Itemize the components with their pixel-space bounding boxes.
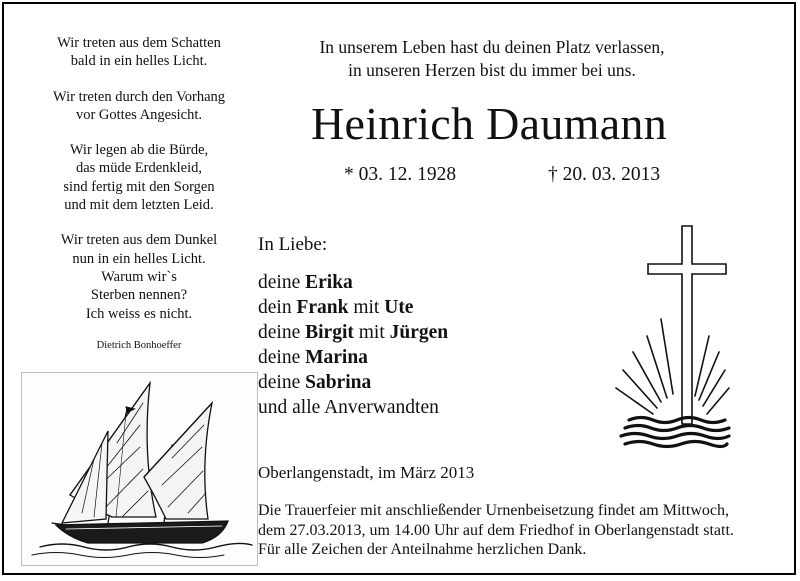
poem-line: und mit dem letzten Leid. (64, 197, 214, 214)
poem-line: nun in ein helles Licht. (72, 250, 206, 267)
mourner-name: Frank (296, 297, 349, 318)
poem (14, 34, 264, 355)
motto (262, 36, 722, 82)
place-date: Oberlangenstadt, im März 2013 (258, 463, 475, 482)
mourners-list (258, 270, 448, 420)
mourner-row (258, 370, 448, 395)
ceremony-line: Für alle Zeichen der Anteilnahme herzlichen Dank. (258, 541, 587, 558)
poem-line: Wir legen ab die Bürde, (69, 142, 209, 159)
birth-date: * 03. 12. 1928 (344, 164, 457, 185)
mourners-intro: In Liebe: (258, 234, 328, 255)
mourner-row (258, 320, 448, 345)
mourner-partner-name: Jürgen (389, 322, 449, 343)
mourner-prefix: dein (258, 297, 297, 318)
ceremony-line: Die Trauerfeier mit anschließender Urnenbeisetzung findet am Mittwoch, (258, 502, 729, 519)
mourner-row (258, 345, 448, 370)
mourner-prefix: deine (258, 322, 306, 343)
poem-stanza (14, 88, 264, 125)
mourner-prefix: deine (258, 372, 306, 393)
sailing-ship-illustration (21, 372, 258, 566)
poem-line: Sterben nennen? (90, 287, 188, 304)
poem-line: Wir treten aus dem Dunkel (60, 232, 218, 249)
mourner-partner-name: Ute (384, 297, 414, 318)
obituary-notice (2, 2, 796, 575)
mourner-closing: und alle Anverwandten (258, 397, 439, 418)
poem-stanza (14, 141, 264, 214)
ceremony-info (258, 501, 798, 560)
mourner-name: Sabrina (305, 372, 372, 393)
poem-stanza (14, 231, 264, 322)
mourner-name: Marina (305, 347, 368, 368)
poem-line: Wir treten durch den Vorhang (52, 88, 226, 105)
death-date: † 20. 03. 2013 (548, 164, 661, 185)
cross-sunrays-icon (611, 224, 731, 454)
poem-line: Wir treten aus dem Schatten (57, 35, 221, 51)
mourner-prefix: deine (258, 272, 306, 293)
poem-line: sind fertig mit den Sorgen (63, 178, 215, 195)
poem-line: bald in ein helles Licht. (70, 53, 208, 70)
poem-stanza (14, 34, 264, 71)
poem-line: Ich weiss es nicht. (85, 305, 193, 322)
mourner-row (258, 270, 448, 295)
mourner-prefix: deine (258, 347, 306, 368)
mourner-joiner: mit (348, 297, 385, 318)
poem-author: Dietrich Bonhoeffer (96, 339, 182, 351)
mourner-name: Erika (305, 272, 353, 293)
poem-line: das müde Erdenkleid, (75, 160, 203, 177)
mourner-name: Birgit (305, 322, 354, 343)
poem-line: Warum wir`s (101, 268, 177, 285)
mourner-joiner: mit (353, 322, 390, 343)
ceremony-line: dem 27.03.2013, um 14.00 Uhr auf dem Friedhof in Oberlangenstadt statt. (258, 521, 734, 539)
sailing-ship-icon (22, 373, 257, 565)
poem-line: vor Gottes Angesicht. (75, 106, 203, 123)
cross-emblem (611, 224, 731, 454)
deceased-name: Heinrich Daumann (310, 98, 668, 149)
mourner-row (258, 295, 448, 320)
motto-line: In unserem Leben hast du deinen Platz verlassen, (319, 37, 665, 57)
motto-line: in unseren Herzen bist du immer bei uns. (348, 60, 636, 80)
